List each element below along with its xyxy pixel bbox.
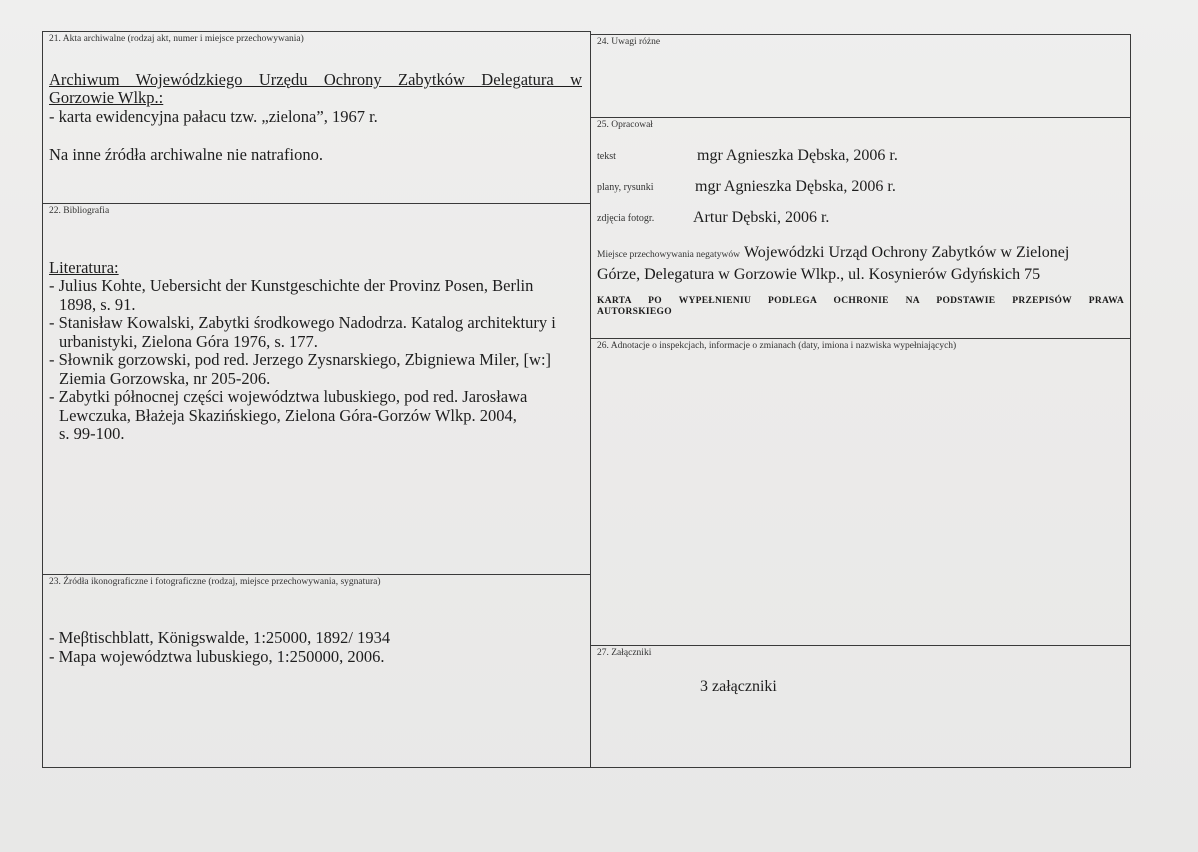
- section-21-header: 21. Akta archiwalne (rodzaj akt, numer i miejsce przechowywania): [49, 34, 304, 44]
- copyright-notice: [597, 296, 1124, 318]
- bibliography-line: - Zabytki północnej części województwa lubuskiego, pod red. Jarosława: [49, 387, 528, 406]
- bibliography-line: Lewczuka, Błażeja Skazińskiego, Zielona Góra-Gorzów Wlkp. 2004,: [59, 405, 517, 425]
- negatives-value-line2: Górze, Delegatura w Gorzowie Wlkp., ul. Kosynierów Gdyńskich 75: [597, 266, 1041, 283]
- archive-name-line2: Gorzowie Wlkp.:: [49, 88, 164, 107]
- negatives-label: Miejsce przechowywania negatywów: [597, 250, 740, 260]
- bibliography-line: - Julius Kohte, Uebersicht der Kunstgeschichte der Provinz Posen, Berlin: [49, 276, 534, 295]
- bibliography-line: - Słownik gorzowski, pod red. Jerzego Zysnarskiego, Zbigniewa Miler, [w:]: [49, 350, 552, 369]
- section-24-box: [590, 34, 1131, 118]
- copyright-notice-line1: KARTA PO WYPEŁNIENIU PODLEGA OCHRONIE NA PODSTAWIE PRZEPISÓW PRAWA: [597, 296, 1124, 306]
- section-24-header: 24. Uwagi różne: [597, 37, 661, 47]
- bibliography-line: - Stanisław Kowalski, Zabytki środkowego Nadodrza. Katalog architektury i: [49, 313, 556, 332]
- attachments-value: 3 załączniki: [700, 678, 777, 695]
- section-23-box: [42, 574, 591, 768]
- archive-name-line1: Archiwum Wojewódzkiego Urzędu Ochrony Zabytków Delegatura w: [49, 70, 582, 89]
- section-26-box: [590, 338, 1131, 646]
- bibliography-line: urbanistyki, Zielona Góra 1976, s. 177.: [59, 331, 318, 351]
- archive-note: Na inne źródła archiwalne nie natrafiono.: [49, 145, 323, 164]
- iconography-list: [49, 629, 390, 666]
- text-author-label: tekst: [597, 151, 616, 162]
- section-26-header: 26. Adnotacje o inspekcjach, informacje o zmianach (daty, imiona i nazwiska wypełniających): [597, 341, 957, 351]
- plans-author-value: mgr Agnieszka Dębska, 2006 r.: [695, 178, 896, 195]
- section-25-header: 25. Opracował: [597, 120, 653, 130]
- section-23-header: 23. Źródła ikonograficzne i fotograficzne (rodzaj, miejsce przechowywania, sygnatura): [49, 577, 381, 587]
- text-author-value: mgr Agnieszka Dębska, 2006 r.: [697, 147, 898, 164]
- bibliography-line: s. 99-100.: [59, 424, 125, 443]
- section-22-header: 22. Bibliografia: [49, 206, 110, 216]
- negatives-value-line1: Wojewódzki Urząd Ochrony Zabytków w Zielonej: [743, 244, 1070, 261]
- section-27-box: [590, 645, 1131, 768]
- iconography-line: - Meβtischblatt, Königswalde, 1:25000, 1892/ 1934: [49, 628, 391, 647]
- section-27-header: 27. Załączniki: [597, 648, 652, 658]
- bibliography-line: Ziemia Gorzowska, nr 205-206.: [59, 368, 271, 388]
- plans-author-label: plany, rysunki: [597, 182, 654, 193]
- copyright-notice-line2: AUTORSKIEGO: [597, 307, 672, 317]
- bibliography-line: 1898, s. 91.: [59, 294, 136, 314]
- photos-author-label: zdjęcia fotogr.: [597, 213, 655, 224]
- negatives-location: [597, 243, 1127, 284]
- bibliography-list: [49, 277, 584, 444]
- bibliography-heading: Literatura:: [49, 258, 119, 277]
- photos-author-value: Artur Dębski, 2006 r.: [693, 209, 830, 226]
- archive-item: - karta ewidencyjna pałacu tzw. „zielona”, 1967 r.: [49, 107, 378, 126]
- iconography-line: - Mapa województwa lubuskiego, 1:250000, 2006.: [49, 646, 385, 666]
